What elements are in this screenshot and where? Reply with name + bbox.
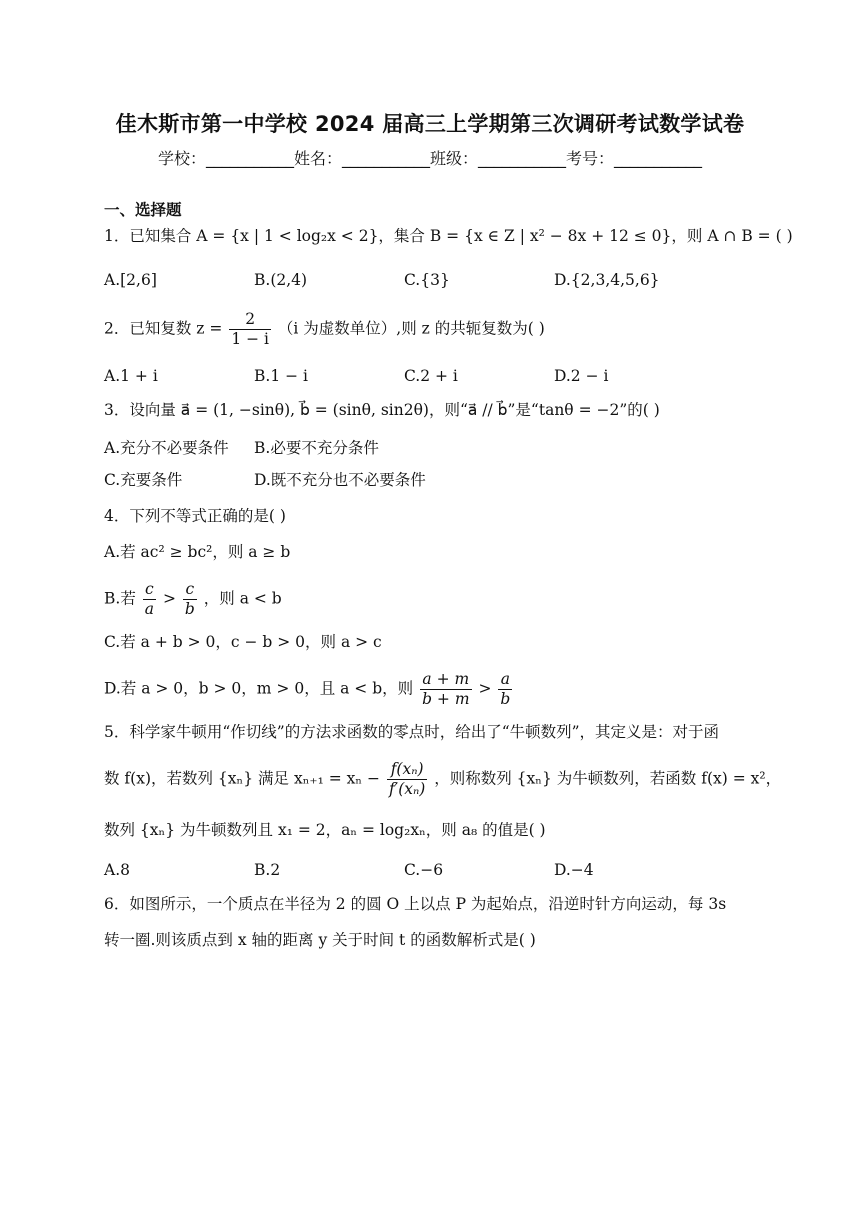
- question-4-option-a: A.若 ac² ≥ bc²，则 a ≥ b: [104, 543, 291, 561]
- question-2-option-c: C.2 + i: [404, 367, 458, 385]
- question-2-option-b: B.1 − i: [254, 367, 308, 385]
- question-4-option-d-fraction-1: [420, 670, 471, 709]
- question-4-option-b-pre: B.若: [104, 589, 136, 608]
- comparison-sign: >: [478, 679, 492, 698]
- question-3-option-a: A.充分不必要条件: [104, 439, 229, 457]
- question-5-option-b: B.2: [254, 861, 281, 879]
- newton-fraction: [387, 760, 427, 799]
- comparison-sign: >: [162, 589, 176, 608]
- fraction-numerator: c: [145, 580, 154, 598]
- question-5-line-1: 5．科学家牛顿用“作切线”的方法求函数的零点时，给出了“牛顿数列”，其定义是：对于函: [104, 723, 720, 741]
- fraction-denominator: b: [184, 600, 195, 618]
- fraction-numerator: a: [500, 670, 511, 688]
- question-1-option-d: D.{2,3,4,5,6}: [554, 271, 660, 289]
- question-5-line-2-pre: 数 f(x)，若数列 {xₙ} 满足 xₙ₊₁ = xₙ −: [104, 769, 380, 788]
- question-2-fraction-num: 2: [245, 310, 256, 328]
- student-info-line: 学校：___________姓名：___________班级：___________考号：___________: [157, 149, 702, 168]
- question-4-stem: 4．下列不等式正确的是( ): [104, 507, 286, 525]
- question-2-option-d: D.2 − i: [554, 367, 609, 385]
- question-2-stem: [104, 310, 545, 349]
- section-heading: 一、选择题: [104, 201, 182, 219]
- question-3-option-d: D.既不充分也不必要条件: [254, 471, 426, 489]
- question-6-line-1: 6．如图所示，一个质点在半径为 2 的圆 O 上以点 P 为起始点，沿逆时针方向运动，每 3s: [104, 895, 727, 913]
- question-5-line-2-post: ，则称数列 {xₙ} 为牛顿数列，若函数 f(x) = x²，: [434, 769, 782, 788]
- question-1-stem: 1．已知集合 A = {x | 1 < log₂x < 2}，集合 B = {x ∈ Z | x² − 8x + 12 ≤ 0}，则 A ∩ B = ( ): [104, 227, 793, 245]
- question-4-option-b-post: ，则 a < b: [203, 589, 282, 608]
- question-4-option-b: [104, 580, 282, 619]
- fraction-denominator: b: [500, 690, 511, 708]
- question-2-fraction: [229, 310, 271, 349]
- question-5-line-3: 数列 {xₙ} 为牛顿数列且 x₁ = 2，aₙ = log₂xₙ，则 a₈ 的值是( ): [104, 821, 546, 839]
- exam-title: 佳木斯市第一中学校 2024 届高三上学期第三次调研考试数学试卷: [115, 112, 745, 136]
- fraction-denominator: f′(xₙ): [388, 780, 426, 798]
- question-4-option-d-fraction-2: [498, 670, 512, 709]
- question-5-line-2: [104, 760, 781, 799]
- question-1-option-a: A.[2,6]: [104, 271, 157, 289]
- question-5-option-c: C.−6: [404, 861, 444, 879]
- question-1-option-b: B.(2,4): [254, 271, 308, 289]
- question-5-option-d: D.−4: [554, 861, 594, 879]
- question-4-option-c: C.若 a + b > 0，c − b > 0，则 a > c: [104, 633, 382, 651]
- question-4-option-d: [104, 670, 514, 709]
- fraction-denominator: b + m: [422, 690, 470, 708]
- question-2-fraction-den: 1 − i: [231, 330, 269, 348]
- fraction-numerator: c: [185, 580, 195, 598]
- question-4-option-b-fraction-2: [183, 580, 197, 619]
- question-4-option-b-fraction-1: [143, 580, 156, 619]
- question-3-stem: 3．设向量 a⃗ = (1, −sinθ), b⃗ = (sinθ, sin2θ)，则“a⃗ // b⃗”是“tanθ = −2”的( ): [104, 401, 660, 419]
- question-2-stem-pre: 2．已知复数 z =: [104, 319, 223, 338]
- question-6-line-2: 转一圈.则该质点到 x 轴的距离 y 关于时间 t 的函数解析式是( ): [104, 931, 536, 949]
- fraction-denominator: a: [144, 600, 155, 618]
- question-2-option-a: A.1 + i: [104, 367, 158, 385]
- question-3-option-c: C.充要条件: [104, 471, 183, 489]
- fraction-numerator: f(xₙ): [390, 760, 424, 778]
- question-4-option-d-pre: D.若 a > 0，b > 0，m > 0，且 a < b，则: [104, 679, 414, 698]
- question-2-stem-post: （i 为虚数单位）,则 z 的共轭复数为( ): [277, 319, 545, 338]
- fraction-numerator: a + m: [422, 670, 470, 688]
- question-5-option-a: A.8: [104, 861, 130, 879]
- question-1-option-c: C.{3}: [404, 271, 450, 289]
- question-3-option-b: B.必要不充分条件: [254, 439, 379, 457]
